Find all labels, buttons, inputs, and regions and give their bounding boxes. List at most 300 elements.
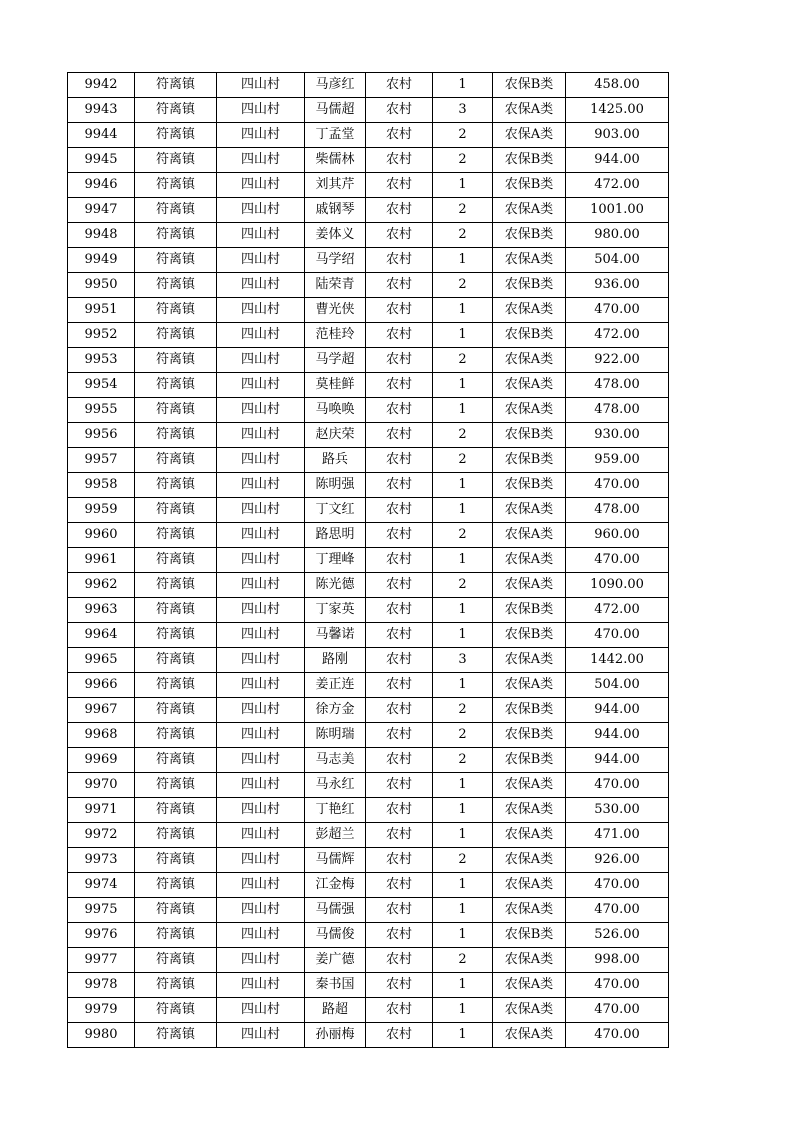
amount-cell: 922.00	[566, 348, 669, 373]
town-cell: 符离镇	[135, 698, 217, 723]
name-cell: 丁孟堂	[305, 123, 366, 148]
record-number-cell: 9974	[68, 873, 135, 898]
town-cell: 符离镇	[135, 723, 217, 748]
table-row	[68, 598, 669, 623]
village-cell: 四山村	[217, 98, 305, 123]
amount-cell: 470.00	[566, 623, 669, 648]
category-cell: 农保B类	[493, 173, 566, 198]
category-cell: 农保B类	[493, 923, 566, 948]
village-cell: 四山村	[217, 798, 305, 823]
table-row	[68, 1023, 669, 1048]
town-cell: 符离镇	[135, 398, 217, 423]
table-row	[68, 348, 669, 373]
area-type-cell: 农村	[366, 573, 433, 598]
village-cell: 四山村	[217, 248, 305, 273]
table-row	[68, 573, 669, 598]
amount-cell: 478.00	[566, 498, 669, 523]
amount-cell: 504.00	[566, 248, 669, 273]
amount-cell: 944.00	[566, 748, 669, 773]
area-type-cell: 农村	[366, 198, 433, 223]
table-row	[68, 848, 669, 873]
town-cell: 符离镇	[135, 823, 217, 848]
village-cell: 四山村	[217, 448, 305, 473]
category-cell: 农保A类	[493, 648, 566, 673]
village-cell: 四山村	[217, 648, 305, 673]
category-cell: 农保A类	[493, 398, 566, 423]
category-cell: 农保A类	[493, 548, 566, 573]
record-number-cell: 9975	[68, 898, 135, 923]
town-cell: 符离镇	[135, 448, 217, 473]
town-cell: 符离镇	[135, 173, 217, 198]
amount-cell: 944.00	[566, 698, 669, 723]
town-cell: 符离镇	[135, 223, 217, 248]
household-size-cell: 3	[433, 648, 493, 673]
village-cell: 四山村	[217, 548, 305, 573]
table-row	[68, 923, 669, 948]
category-cell: 农保A类	[493, 898, 566, 923]
name-cell: 马永红	[305, 773, 366, 798]
name-cell: 陈明瑞	[305, 723, 366, 748]
amount-cell: 980.00	[566, 223, 669, 248]
name-cell: 路兵	[305, 448, 366, 473]
category-cell: 农保A类	[493, 373, 566, 398]
household-size-cell: 2	[433, 223, 493, 248]
category-cell: 农保A类	[493, 673, 566, 698]
name-cell: 丁文红	[305, 498, 366, 523]
town-cell: 符离镇	[135, 648, 217, 673]
household-size-cell: 1	[433, 773, 493, 798]
table-body	[68, 73, 669, 1048]
amount-cell: 526.00	[566, 923, 669, 948]
amount-cell: 1442.00	[566, 648, 669, 673]
table-row	[68, 398, 669, 423]
record-number-cell: 9962	[68, 573, 135, 598]
category-cell: 农保B类	[493, 723, 566, 748]
amount-cell: 926.00	[566, 848, 669, 873]
name-cell: 曹光侠	[305, 298, 366, 323]
name-cell: 马学超	[305, 348, 366, 373]
village-cell: 四山村	[217, 373, 305, 398]
village-cell: 四山村	[217, 973, 305, 998]
household-size-cell: 1	[433, 398, 493, 423]
record-number-cell: 9946	[68, 173, 135, 198]
record-number-cell: 9978	[68, 973, 135, 998]
name-cell: 路超	[305, 998, 366, 1023]
record-number-cell: 9945	[68, 148, 135, 173]
table-row	[68, 448, 669, 473]
area-type-cell: 农村	[366, 398, 433, 423]
record-number-cell: 9947	[68, 198, 135, 223]
household-size-cell: 2	[433, 748, 493, 773]
record-number-cell: 9972	[68, 823, 135, 848]
category-cell: 农保B类	[493, 748, 566, 773]
household-size-cell: 1	[433, 173, 493, 198]
category-cell: 农保A类	[493, 498, 566, 523]
table-row	[68, 523, 669, 548]
name-cell: 马学绍	[305, 248, 366, 273]
household-size-cell: 1	[433, 598, 493, 623]
table-row	[68, 423, 669, 448]
table-row	[68, 173, 669, 198]
household-size-cell: 2	[433, 148, 493, 173]
table-row	[68, 248, 669, 273]
category-cell: 农保B类	[493, 473, 566, 498]
category-cell: 农保B类	[493, 423, 566, 448]
record-number-cell: 9977	[68, 948, 135, 973]
area-type-cell: 农村	[366, 73, 433, 98]
category-cell: 农保A类	[493, 298, 566, 323]
village-cell: 四山村	[217, 323, 305, 348]
household-size-cell: 1	[433, 823, 493, 848]
record-number-cell: 9976	[68, 923, 135, 948]
category-cell: 农保B类	[493, 323, 566, 348]
village-cell: 四山村	[217, 1023, 305, 1048]
name-cell: 孙丽梅	[305, 1023, 366, 1048]
household-size-cell: 1	[433, 998, 493, 1023]
table-row	[68, 898, 669, 923]
record-number-cell: 9949	[68, 248, 135, 273]
table-row	[68, 798, 669, 823]
household-size-cell: 2	[433, 723, 493, 748]
category-cell: 农保A类	[493, 873, 566, 898]
name-cell: 路刚	[305, 648, 366, 673]
area-type-cell: 农村	[366, 448, 433, 473]
record-number-cell: 9960	[68, 523, 135, 548]
table-row	[68, 198, 669, 223]
amount-cell: 478.00	[566, 373, 669, 398]
record-number-cell: 9954	[68, 373, 135, 398]
village-cell: 四山村	[217, 473, 305, 498]
area-type-cell: 农村	[366, 523, 433, 548]
village-cell: 四山村	[217, 123, 305, 148]
household-size-cell: 2	[433, 698, 493, 723]
village-cell: 四山村	[217, 773, 305, 798]
category-cell: 农保A类	[493, 573, 566, 598]
category-cell: 农保B类	[493, 223, 566, 248]
name-cell: 马儒强	[305, 898, 366, 923]
record-number-cell: 9968	[68, 723, 135, 748]
category-cell: 农保A类	[493, 123, 566, 148]
record-number-cell: 9969	[68, 748, 135, 773]
category-cell: 农保A类	[493, 798, 566, 823]
name-cell: 刘其芹	[305, 173, 366, 198]
record-number-cell: 9967	[68, 698, 135, 723]
category-cell: 农保A类	[493, 198, 566, 223]
category-cell: 农保B类	[493, 448, 566, 473]
household-size-cell: 1	[433, 798, 493, 823]
town-cell: 符离镇	[135, 798, 217, 823]
household-size-cell: 1	[433, 73, 493, 98]
household-size-cell: 2	[433, 348, 493, 373]
name-cell: 秦书国	[305, 973, 366, 998]
area-type-cell: 农村	[366, 123, 433, 148]
amount-cell: 944.00	[566, 723, 669, 748]
record-number-cell: 9973	[68, 848, 135, 873]
amount-cell: 930.00	[566, 423, 669, 448]
amount-cell: 472.00	[566, 598, 669, 623]
name-cell: 马彦红	[305, 73, 366, 98]
amount-cell: 470.00	[566, 1023, 669, 1048]
household-size-cell: 2	[433, 123, 493, 148]
town-cell: 符离镇	[135, 898, 217, 923]
town-cell: 符离镇	[135, 473, 217, 498]
category-cell: 农保A类	[493, 848, 566, 873]
town-cell: 符离镇	[135, 848, 217, 873]
area-type-cell: 农村	[366, 248, 433, 273]
household-size-cell: 1	[433, 1023, 493, 1048]
record-number-cell: 9964	[68, 623, 135, 648]
table-row	[68, 498, 669, 523]
town-cell: 符离镇	[135, 348, 217, 373]
table-row	[68, 998, 669, 1023]
village-cell: 四山村	[217, 598, 305, 623]
town-cell: 符离镇	[135, 298, 217, 323]
household-size-cell: 2	[433, 448, 493, 473]
area-type-cell: 农村	[366, 273, 433, 298]
amount-cell: 470.00	[566, 898, 669, 923]
area-type-cell: 农村	[366, 648, 433, 673]
record-number-cell: 9942	[68, 73, 135, 98]
area-type-cell: 农村	[366, 323, 433, 348]
household-size-cell: 2	[433, 273, 493, 298]
village-cell: 四山村	[217, 273, 305, 298]
town-cell: 符离镇	[135, 248, 217, 273]
record-number-cell: 9970	[68, 773, 135, 798]
household-size-cell: 1	[433, 673, 493, 698]
village-cell: 四山村	[217, 298, 305, 323]
category-cell: 农保A类	[493, 98, 566, 123]
household-size-cell: 1	[433, 548, 493, 573]
area-type-cell: 农村	[366, 773, 433, 798]
name-cell: 陆荣青	[305, 273, 366, 298]
household-size-cell: 2	[433, 423, 493, 448]
name-cell: 姜广德	[305, 948, 366, 973]
amount-cell: 998.00	[566, 948, 669, 973]
area-type-cell: 农村	[366, 673, 433, 698]
name-cell: 马馨诺	[305, 623, 366, 648]
household-size-cell: 2	[433, 523, 493, 548]
table-row	[68, 98, 669, 123]
area-type-cell: 农村	[366, 698, 433, 723]
household-size-cell: 1	[433, 623, 493, 648]
village-cell: 四山村	[217, 998, 305, 1023]
name-cell: 丁家英	[305, 598, 366, 623]
village-cell: 四山村	[217, 73, 305, 98]
village-cell: 四山村	[217, 623, 305, 648]
village-cell: 四山村	[217, 673, 305, 698]
area-type-cell: 农村	[366, 823, 433, 848]
town-cell: 符离镇	[135, 948, 217, 973]
amount-cell: 903.00	[566, 123, 669, 148]
area-type-cell: 农村	[366, 898, 433, 923]
record-number-cell: 9952	[68, 323, 135, 348]
household-size-cell: 1	[433, 873, 493, 898]
village-cell: 四山村	[217, 698, 305, 723]
name-cell: 柴儒林	[305, 148, 366, 173]
town-cell: 符离镇	[135, 873, 217, 898]
category-cell: 农保A类	[493, 1023, 566, 1048]
area-type-cell: 农村	[366, 223, 433, 248]
town-cell: 符离镇	[135, 323, 217, 348]
village-cell: 四山村	[217, 873, 305, 898]
name-cell: 马儒辉	[305, 848, 366, 873]
record-number-cell: 9953	[68, 348, 135, 373]
area-type-cell: 农村	[366, 948, 433, 973]
town-cell: 符离镇	[135, 98, 217, 123]
town-cell: 符离镇	[135, 523, 217, 548]
table-row	[68, 223, 669, 248]
category-cell: 农保A类	[493, 248, 566, 273]
town-cell: 符离镇	[135, 673, 217, 698]
table-row	[68, 148, 669, 173]
amount-cell: 470.00	[566, 998, 669, 1023]
amount-cell: 936.00	[566, 273, 669, 298]
area-type-cell: 农村	[366, 348, 433, 373]
area-type-cell: 农村	[366, 973, 433, 998]
name-cell: 丁艳红	[305, 798, 366, 823]
town-cell: 符离镇	[135, 923, 217, 948]
record-number-cell: 9959	[68, 498, 135, 523]
amount-cell: 959.00	[566, 448, 669, 473]
household-size-cell: 1	[433, 498, 493, 523]
household-size-cell: 1	[433, 473, 493, 498]
name-cell: 姜正连	[305, 673, 366, 698]
village-cell: 四山村	[217, 198, 305, 223]
town-cell: 符离镇	[135, 548, 217, 573]
name-cell: 莫桂鲜	[305, 373, 366, 398]
area-type-cell: 农村	[366, 923, 433, 948]
area-type-cell: 农村	[366, 1023, 433, 1048]
table-row	[68, 748, 669, 773]
table-row	[68, 273, 669, 298]
category-cell: 农保A类	[493, 973, 566, 998]
table-row	[68, 973, 669, 998]
table-row	[68, 298, 669, 323]
area-type-cell: 农村	[366, 473, 433, 498]
household-size-cell: 2	[433, 573, 493, 598]
village-cell: 四山村	[217, 173, 305, 198]
household-size-cell: 1	[433, 898, 493, 923]
name-cell: 江金梅	[305, 873, 366, 898]
table-row	[68, 123, 669, 148]
amount-cell: 1001.00	[566, 198, 669, 223]
name-cell: 马唤唤	[305, 398, 366, 423]
amount-cell: 470.00	[566, 773, 669, 798]
area-type-cell: 农村	[366, 423, 433, 448]
table-row	[68, 948, 669, 973]
table-row	[68, 698, 669, 723]
town-cell: 符离镇	[135, 123, 217, 148]
category-cell: 农保B类	[493, 598, 566, 623]
village-cell: 四山村	[217, 898, 305, 923]
record-number-cell: 9966	[68, 673, 135, 698]
village-cell: 四山村	[217, 398, 305, 423]
record-number-cell: 9944	[68, 123, 135, 148]
village-cell: 四山村	[217, 498, 305, 523]
record-number-cell: 9951	[68, 298, 135, 323]
table-row	[68, 723, 669, 748]
town-cell: 符离镇	[135, 148, 217, 173]
village-cell: 四山村	[217, 923, 305, 948]
town-cell: 符离镇	[135, 623, 217, 648]
category-cell: 农保A类	[493, 773, 566, 798]
table-row	[68, 673, 669, 698]
household-size-cell: 3	[433, 98, 493, 123]
table-row	[68, 648, 669, 673]
name-cell: 马儒超	[305, 98, 366, 123]
category-cell: 农保A类	[493, 823, 566, 848]
record-number-cell: 9948	[68, 223, 135, 248]
household-size-cell: 2	[433, 198, 493, 223]
area-type-cell: 农村	[366, 598, 433, 623]
village-cell: 四山村	[217, 723, 305, 748]
records-table	[67, 72, 669, 1048]
amount-cell: 470.00	[566, 873, 669, 898]
amount-cell: 458.00	[566, 73, 669, 98]
amount-cell: 1090.00	[566, 573, 669, 598]
amount-cell: 960.00	[566, 523, 669, 548]
area-type-cell: 农村	[366, 848, 433, 873]
area-type-cell: 农村	[366, 148, 433, 173]
record-number-cell: 9957	[68, 448, 135, 473]
name-cell: 戚钢琴	[305, 198, 366, 223]
amount-cell: 530.00	[566, 798, 669, 823]
town-cell: 符离镇	[135, 1023, 217, 1048]
village-cell: 四山村	[217, 748, 305, 773]
table-row	[68, 623, 669, 648]
village-cell: 四山村	[217, 573, 305, 598]
village-cell: 四山村	[217, 223, 305, 248]
area-type-cell: 农村	[366, 98, 433, 123]
village-cell: 四山村	[217, 423, 305, 448]
area-type-cell: 农村	[366, 373, 433, 398]
amount-cell: 470.00	[566, 473, 669, 498]
area-type-cell: 农村	[366, 498, 433, 523]
town-cell: 符离镇	[135, 573, 217, 598]
household-size-cell: 2	[433, 848, 493, 873]
village-cell: 四山村	[217, 848, 305, 873]
town-cell: 符离镇	[135, 198, 217, 223]
household-size-cell: 2	[433, 948, 493, 973]
town-cell: 符离镇	[135, 423, 217, 448]
category-cell: 农保B类	[493, 698, 566, 723]
town-cell: 符离镇	[135, 273, 217, 298]
record-number-cell: 9956	[68, 423, 135, 448]
village-cell: 四山村	[217, 823, 305, 848]
record-number-cell: 9943	[68, 98, 135, 123]
category-cell: 农保A类	[493, 998, 566, 1023]
amount-cell: 472.00	[566, 323, 669, 348]
table-row	[68, 73, 669, 98]
area-type-cell: 农村	[366, 548, 433, 573]
household-size-cell: 1	[433, 973, 493, 998]
area-type-cell: 农村	[366, 873, 433, 898]
table-row	[68, 823, 669, 848]
name-cell: 丁理峰	[305, 548, 366, 573]
town-cell: 符离镇	[135, 598, 217, 623]
household-size-cell: 1	[433, 373, 493, 398]
household-size-cell: 1	[433, 923, 493, 948]
category-cell: 农保B类	[493, 148, 566, 173]
town-cell: 符离镇	[135, 73, 217, 98]
record-number-cell: 9958	[68, 473, 135, 498]
amount-cell: 478.00	[566, 398, 669, 423]
town-cell: 符离镇	[135, 998, 217, 1023]
category-cell: 农保B类	[493, 623, 566, 648]
name-cell: 彭超兰	[305, 823, 366, 848]
category-cell: 农保B类	[493, 73, 566, 98]
table-row	[68, 473, 669, 498]
